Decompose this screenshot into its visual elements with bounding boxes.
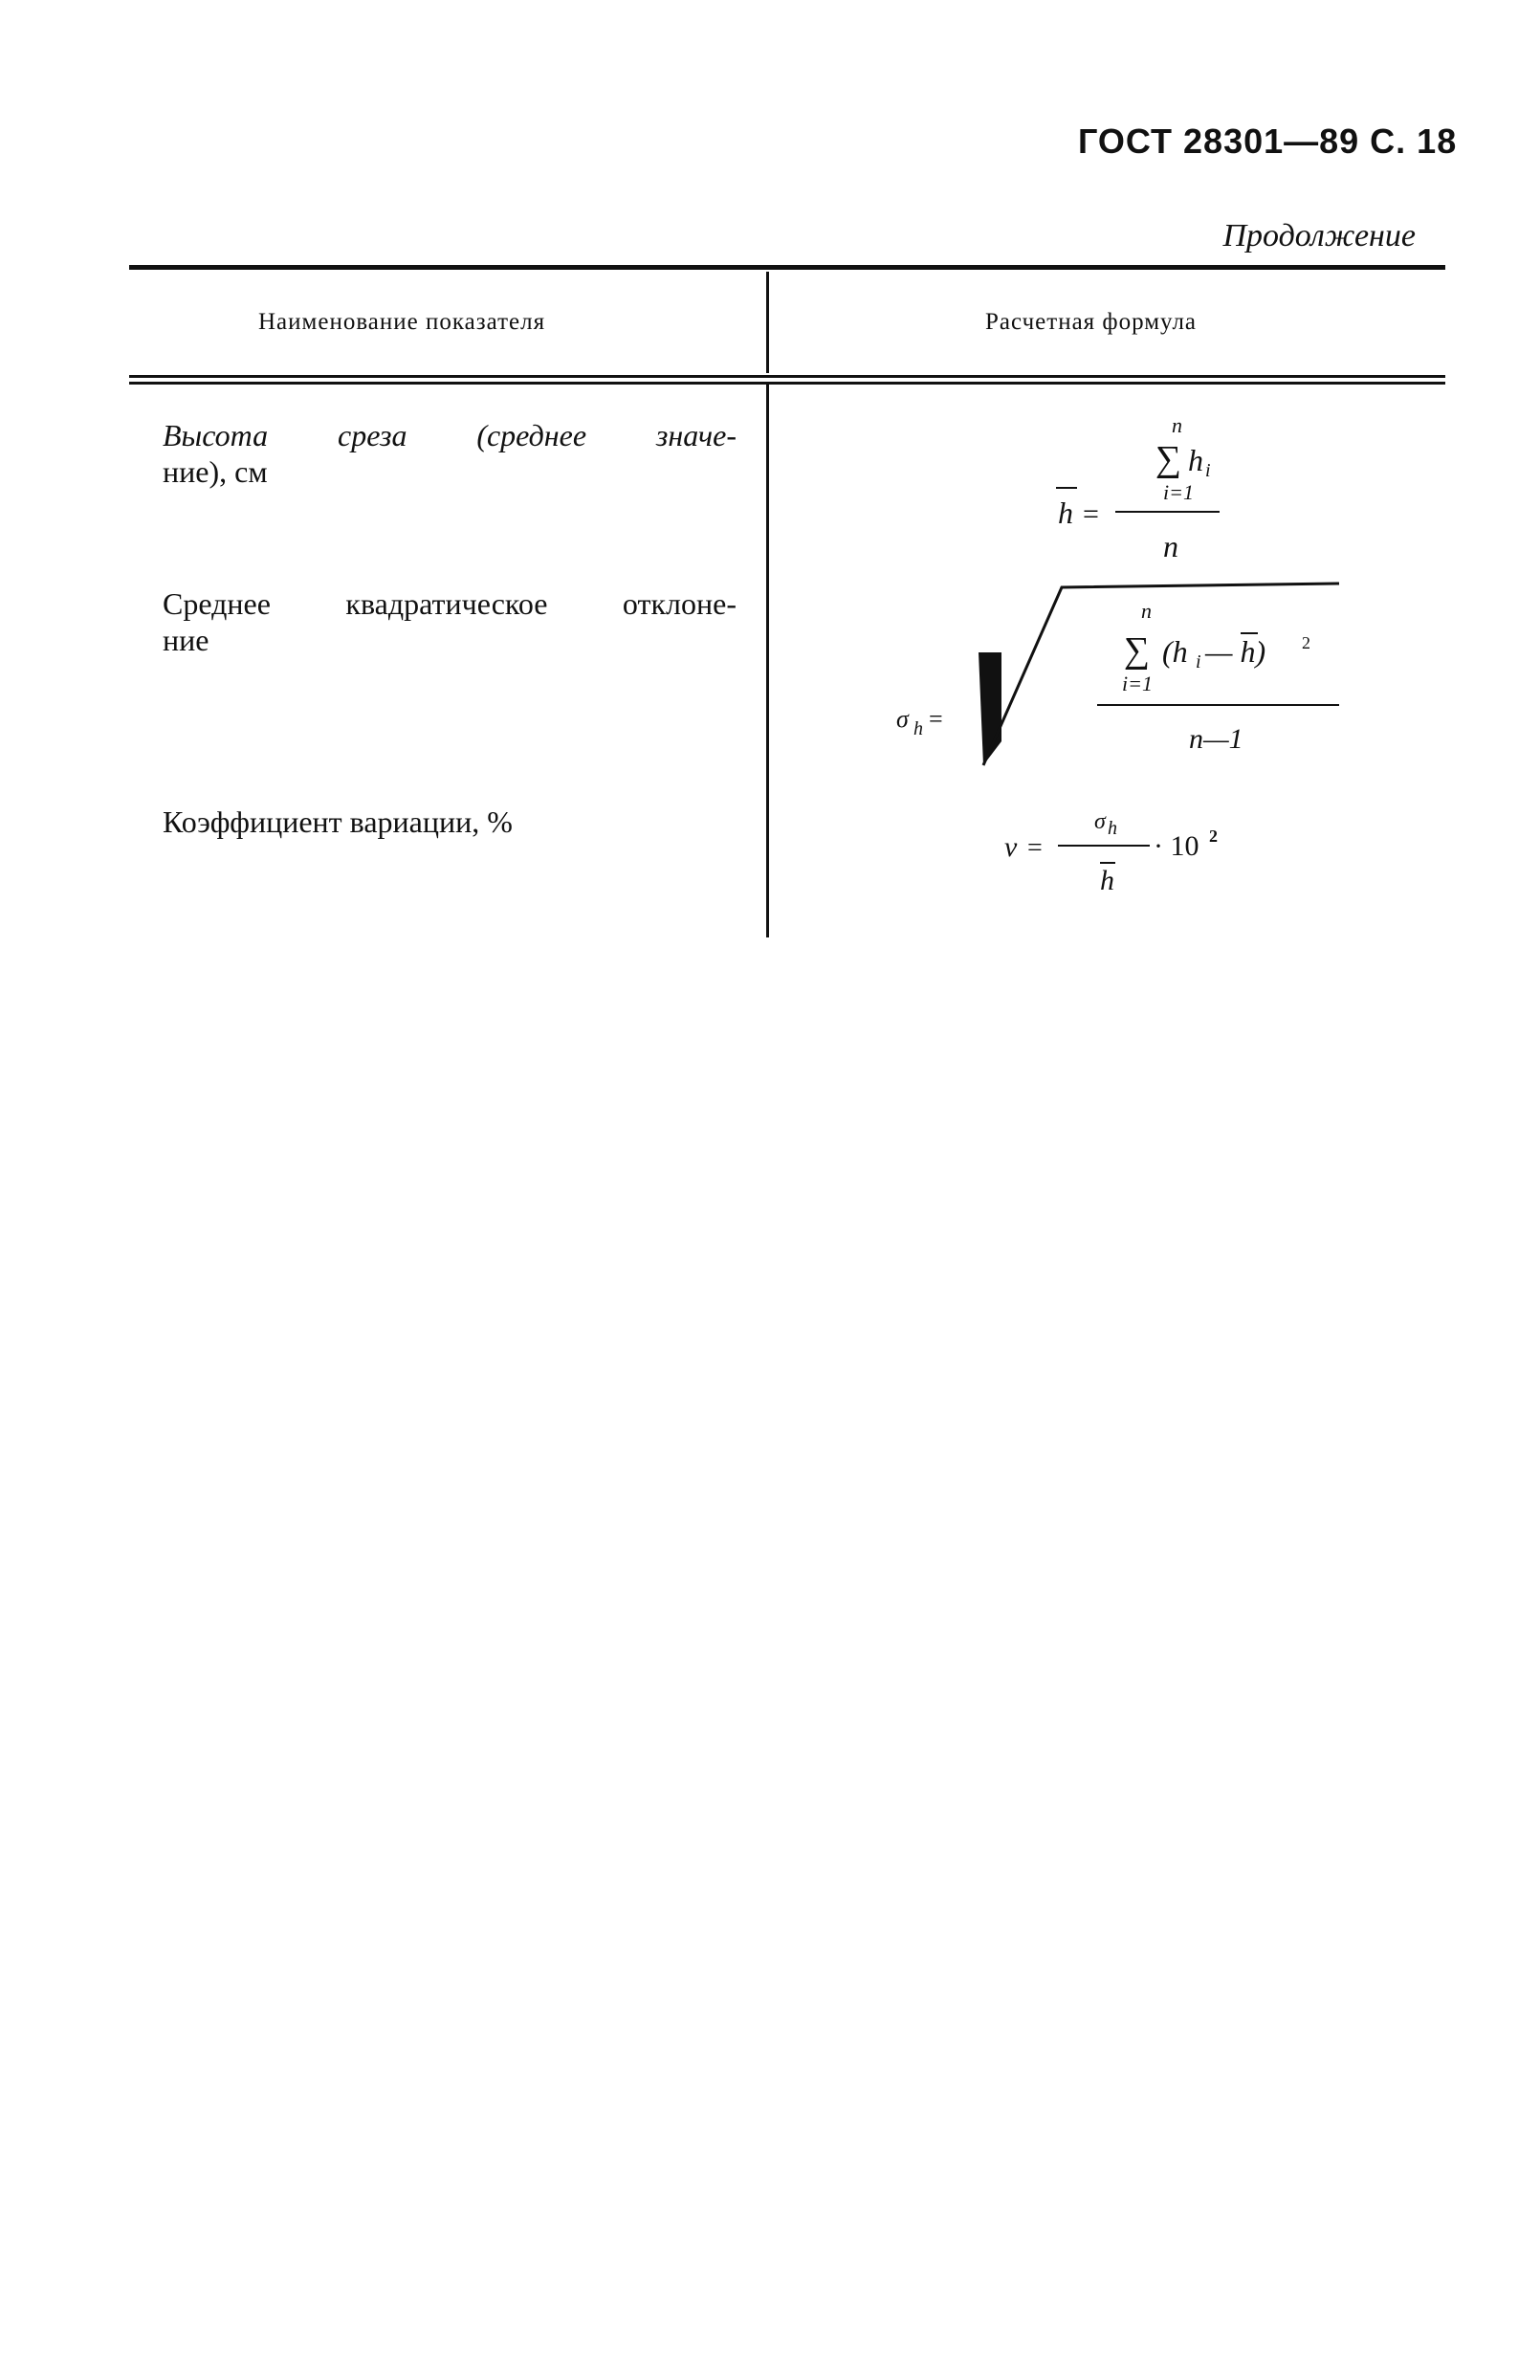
v-symbol: v xyxy=(1004,831,1018,863)
power: 2 xyxy=(1209,826,1218,846)
header-rule-lower xyxy=(129,382,1445,385)
std-deviation-formula xyxy=(885,574,1353,784)
table-row-label xyxy=(163,417,737,490)
denominator: n xyxy=(1163,529,1178,563)
table-row-label xyxy=(163,585,737,658)
label-word: Высота xyxy=(163,418,269,452)
mean-symbol: h xyxy=(1058,496,1073,530)
sum-upper-limit: n xyxy=(1141,599,1152,623)
equals-sign: = xyxy=(1083,498,1099,530)
equals-sign: = xyxy=(929,705,943,733)
header-column-divider xyxy=(766,272,769,373)
denominator: h xyxy=(1100,865,1114,896)
document-reference: ГОСТ 28301—89 С. 18 xyxy=(1078,121,1458,161)
body-column-divider xyxy=(766,385,769,937)
sigma-subscript: h xyxy=(913,718,923,739)
label-word: значе- xyxy=(655,418,737,452)
sum-term: h xyxy=(1188,443,1203,477)
label-word: Среднее xyxy=(163,586,271,621)
variation-coefficient-formula xyxy=(995,794,1243,904)
sum-term-subscript: i xyxy=(1196,651,1201,672)
column-header-indicator: Наименование показателя xyxy=(258,309,546,335)
table-top-rule xyxy=(129,265,1445,270)
sigma-symbol: σ xyxy=(896,705,909,733)
sum-lower-limit: i=1 xyxy=(1122,672,1153,695)
sum-term: (h xyxy=(1162,634,1188,669)
table-row-label xyxy=(163,804,737,840)
label-word: отклоне- xyxy=(622,586,737,621)
sum-upper-limit: n xyxy=(1172,413,1182,437)
numerator-sigma: σ xyxy=(1094,809,1106,834)
sum-sign: ∑ xyxy=(1155,439,1182,479)
label-word: (среднее xyxy=(476,418,587,452)
factor: · 10 xyxy=(1154,830,1199,862)
radical-sign xyxy=(983,584,1339,765)
denominator: n—1 xyxy=(1189,723,1243,755)
column-header-formula: Расчетная формула xyxy=(985,309,1198,335)
sum-term-subscript: i xyxy=(1205,460,1211,481)
sum-term-rest: — h) xyxy=(1205,634,1266,669)
label-line-2: ние), см xyxy=(163,454,268,489)
numerator-subscript: h xyxy=(1108,818,1117,839)
power: 2 xyxy=(1302,633,1310,652)
sum-sign: ∑ xyxy=(1124,630,1151,671)
label-word: квадратическое xyxy=(345,586,548,621)
mean-height-formula xyxy=(1043,411,1272,574)
label-word: среза xyxy=(337,418,407,452)
header-rule-upper xyxy=(129,375,1445,378)
sum-lower-limit: i=1 xyxy=(1163,480,1194,504)
label-line-2: ние xyxy=(163,623,209,657)
label-word: Коэффициент вариации, % xyxy=(163,804,513,839)
continuation-label: Продолжение xyxy=(1222,218,1416,253)
equals-sign: = xyxy=(1027,833,1043,863)
